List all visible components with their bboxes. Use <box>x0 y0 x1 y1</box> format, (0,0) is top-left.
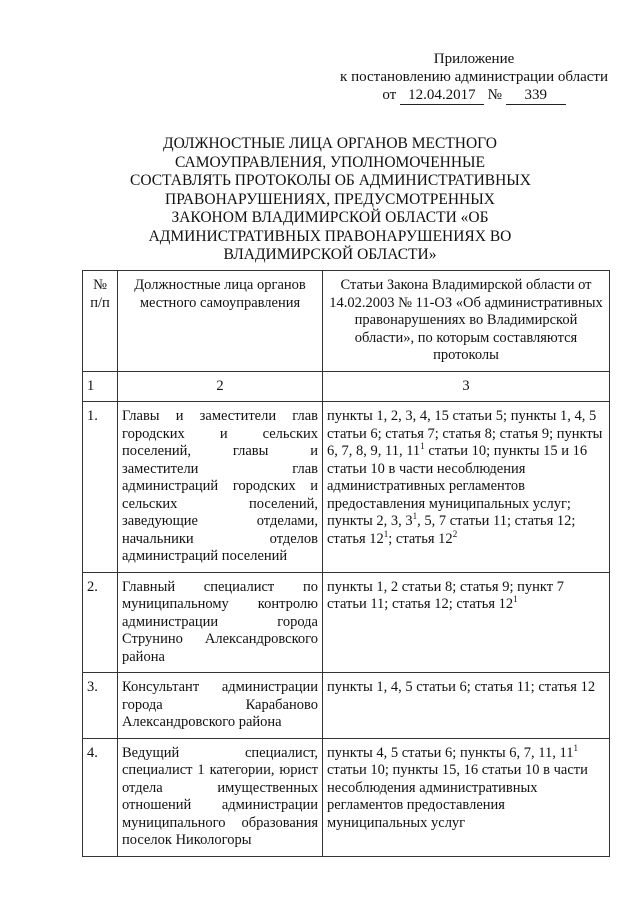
officials-table <box>82 270 610 857</box>
appendix-date-line <box>340 86 608 105</box>
appendix-block <box>340 50 608 105</box>
table-header-row <box>83 271 610 372</box>
title-line: ЗАКОНОМ ВЛАДИМИРСКОЙ ОБЛАСТИ «ОБ <box>171 209 489 226</box>
row-officials: Ведущий специалист, специалист 1 категории, юрист отдела имущественных отношений администрации муниципального образования поселок Никологоры <box>118 738 323 856</box>
table-row <box>83 738 610 856</box>
header-articles: Статьи Закона Владимирской области от 14.02.2003 № 11-ОЗ «Об административных правонарушениях во Владимирской области», по которым составляются протоколы <box>323 271 610 372</box>
row-officials: Главы и заместители глав городских и сельских поселений, главы и заместители глав администраций городских и сельских поселений, заведующие отделами, начальники отделов администраций поселений <box>118 402 323 573</box>
title-line: СОСТАВЛЯТЬ ПРОТОКОЛЫ ОБ АДМИНИСТРАТИВНЫХ <box>130 172 532 189</box>
column-number: 3 <box>323 371 610 402</box>
column-number: 2 <box>118 371 323 402</box>
title-line: ПРАВОНАРУШЕНИЯХ, ПРЕДУСМОТРЕННЫХ <box>165 190 495 208</box>
document-title <box>130 135 530 265</box>
row-articles: пункты 1, 2 статьи 8; статья 9; пункт 7 статьи 11; статья 12; статья $12^1$ <box>323 572 610 673</box>
row-officials: Главный специалист по муниципальному контролю администрации города Струнино Александровского района <box>118 572 323 673</box>
number-label: № <box>487 87 502 103</box>
date-prefix: от <box>382 87 397 103</box>
column-number: 1 <box>83 371 118 402</box>
title-line: АДМИНИСТРАТИВНЫХ ПРАВОНАРУШЕНИЯХ ВО <box>148 227 512 245</box>
title-line: ВЛАДИМИРСКОЙ ОБЛАСТИ» <box>223 246 437 263</box>
row-number: 1. <box>83 402 118 573</box>
row-number: 2. <box>83 572 118 673</box>
title-line: ДОЛЖНОСТНЫЕ ЛИЦА ОРГАНОВ МЕСТНОГО <box>163 135 497 152</box>
appendix-resolution: к постановлению администрации области <box>340 69 608 85</box>
row-articles: пункты 4, 5 статьи 6; пункты 6, 7, 11, $11^1$ статьи 10; пункты 15, 16 статьи 10 в части несоблюдения административных регламентов предоставления муниципальных услуг <box>323 738 610 856</box>
row-articles: пункты 1, 2, 3, 4, 15 статьи 5; пункты 1, 4, 5 статьи 6; статья 7; статья 8; статья 9; пункты 6, 7, 8, 9, 11, $11^1$ статьи 10; пункты 15 и 16 статьи 10 в части несоблюдения административных регламентов предоставления муниципальных услуг; пункты 2, 3, $3^1$, 5, 7 статьи 11; статья 12; статья $12^1$; статья $12^2$ <box>323 402 610 573</box>
row-number: 3. <box>83 673 118 739</box>
row-articles: пункты 1, 4, 5 статьи 6; статья 11; статья 12 <box>323 673 610 739</box>
resolution-date: 12.04.2017 <box>400 86 484 105</box>
title-line: САМОУПРАВЛЕНИЯ, УПОЛНОМОЧЕННЫЕ <box>174 153 486 171</box>
header-number: № п/п <box>83 271 118 372</box>
column-number-row <box>83 371 610 402</box>
header-officials: Должностные лица органов местного самоуправления <box>118 271 323 372</box>
resolution-number: 339 <box>506 86 566 105</box>
row-officials: Консультант администрации города Карабаново Александровского района <box>118 673 323 739</box>
appendix-title: Приложение <box>433 51 515 67</box>
table-row <box>83 572 610 673</box>
row-number: 4. <box>83 738 118 856</box>
table-row <box>83 673 610 739</box>
table-row <box>83 402 610 573</box>
